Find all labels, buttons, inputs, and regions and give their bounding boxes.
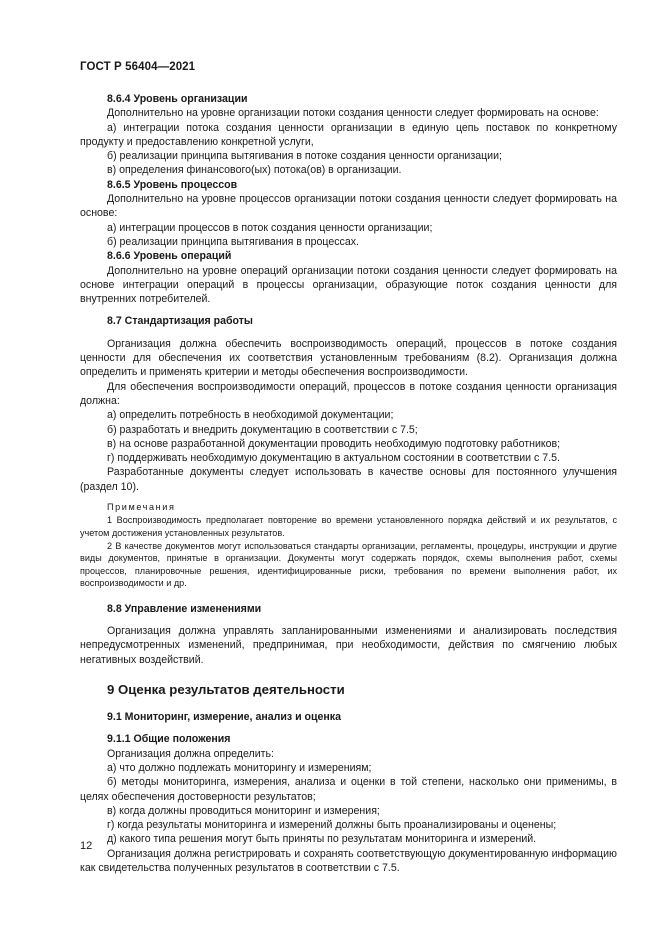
list-item: б) реализации принципа вытягивания в потоке создания ценности организации; (107, 150, 502, 163)
list-item: а) интеграции потока создания ценности организации в единую цепь поставок по конкретному продукту и предоставлению конкретной услуги, (80, 121, 617, 148)
list-item: а) что должно подлежать мониторингу и измерениям; (107, 761, 372, 774)
section-8-8-title: 8.8 Управление изменениями (107, 602, 262, 615)
paragraph: Организация должна регистрировать и сохранять соответствующую документированную информацию как свидетельства полученных результатов в соответствии с 7.5. (80, 847, 617, 875)
list-item: б) реализации принципа вытягивания в процессах. (107, 235, 359, 248)
list-item: г) когда результаты мониторинга и измерений должны быть проанализированы и оценены; (107, 819, 557, 832)
section-9-1-title: 9.1 Мониторинг, измерение, анализ и оценка (107, 711, 341, 724)
document-body (80, 92, 617, 875)
list-item: в) на основе разработанной документации проводить необходимую подготовку работников; (107, 437, 561, 450)
section-8-6-5-title: 8.6.5 Уровень процессов (107, 178, 238, 191)
section-9-title: 9 Оценка результатов деятельности (107, 682, 345, 698)
paragraph: Разработанные документы следует использовать в качестве основы для постоянного улучшения (раздел 10). (80, 466, 617, 493)
list-item: г) поддерживать необходимую документацию в актуальном состоянии в соответствии с 7.5. (107, 452, 560, 465)
paragraph: Дополнительно на уровне процессов организации потоки создания ценности следует формировать на основе: (80, 193, 617, 220)
notes-title: Примечания (107, 502, 176, 513)
paragraph: Дополнительно на уровне организации потоки создания ценности следует формировать на основе: (107, 107, 599, 120)
document-code-header: ГОСТ Р 56404—2021 (80, 61, 196, 73)
section-9-1-1-title: 9.1.1 Общие положения (107, 733, 231, 746)
section-8-6-4-title: 8.6.4 Уровень организации (107, 93, 248, 105)
list-item: б) разработать и внедрить документацию в соответствии с 7.5; (107, 423, 418, 436)
page-number: 12 (80, 840, 93, 852)
paragraph: Организация должна определить: (107, 747, 274, 760)
section-8-7-title: 8.7 Стандартизация работы (107, 315, 253, 328)
list-item: а) интеграции процессов в поток создания ценности организации; (107, 221, 433, 234)
paragraph: Организация должна управлять запланированными изменениями и анализировать последствия непредусмотренных изменений, предпринимая, при необходимости, действия по смягчению любых негативных воздействий. (80, 625, 617, 666)
paragraph: Для обеспечения воспроизводимости операций, процессов в потоке создания ценности организация должна: (80, 380, 617, 407)
list-item: в) определения финансового(ых) потока(ов) в организации. (107, 164, 402, 177)
list-item: д) какого типа решения могут быть приняты по результатам мониторинга и измерений. (107, 833, 537, 846)
list-item: а) определить потребность в необходимой документации; (107, 409, 394, 422)
list-item: в) когда должны проводиться мониторинг и измерения; (107, 804, 380, 817)
section-8-6-6-title: 8.6.6 Уровень операций (107, 250, 232, 263)
paragraph: Организация должна обеспечить воспроизводимость операций, процессов в потоке создания ценности для обеспечения их соответствия установленным требованиям (8.2). Организация должна определить и применять критерии и методы обеспечения воспроизводимости. (80, 337, 617, 379)
paragraph: Дополнительно на уровне операций организации потоки создания ценности следует формировать на основе интеграции операций в процессы организации, образующие поток создания ценности для внутренних потребителей. (80, 264, 617, 306)
note-1: 1 Воспроизводимость предполагает повторение во времени установленного порядка действий и их результатов, с учетом достижения установленных результатов. (80, 515, 617, 538)
list-item: б) методы мониторинга, измерения, анализа и оценки в той степени, насколько они применимы, в целях обеспечения достоверности результатов; (80, 776, 617, 803)
note-2: 2 В качестве документов могут использоваться стандарты организации, регламенты, процедуры, инструкции и другие виды документов, принятые в организации. Документы могут содержать порядок, схемы выполнения работ, схемы процессов, планировочные решения, идентифицированные риски, требования по времени выполнения работ, их воспроизводимости и др. (80, 540, 617, 589)
